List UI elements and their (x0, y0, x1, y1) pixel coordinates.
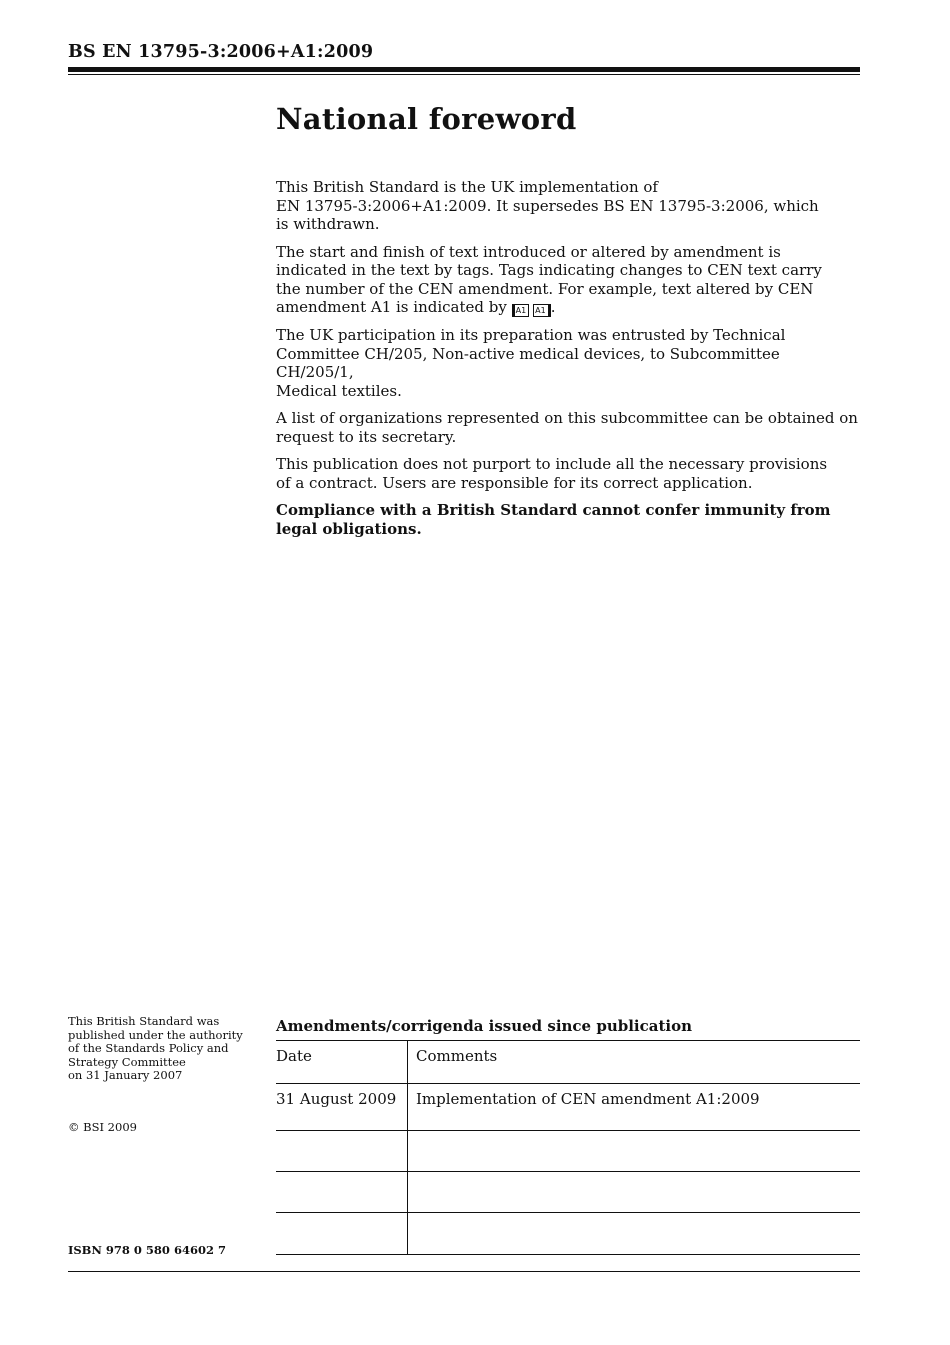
table-row-empty (276, 1172, 860, 1213)
paragraph-organizations (276, 409, 861, 446)
amendment-tag-open-icon: A1 (512, 304, 530, 317)
paragraph-line: EN 13795-3:2006+A1:2009. It supersedes BS EN 13795-3:2006, which (276, 196, 819, 215)
paragraph-line: amendment A1 is indicated by (276, 298, 507, 316)
amendments-title: Amendments/corrigenda issued since publication (276, 1017, 692, 1035)
paragraph-amendment-tags (276, 243, 861, 318)
note-line: on 31 January 2007 (68, 1068, 183, 1083)
header-comments: Comments (408, 1041, 861, 1084)
isbn-number: ISBN 978 0 580 64602 7 (68, 1243, 226, 1257)
note-line: published under the authority (68, 1027, 243, 1042)
paragraph-provisions (276, 455, 861, 492)
paragraph-committee (276, 326, 861, 400)
amendment-tag-close-icon: A1 (533, 304, 551, 317)
cell-date: 31 August 2009 (276, 1084, 408, 1131)
cell-comments-empty (408, 1213, 861, 1255)
paragraph-line: is withdrawn. (276, 215, 380, 233)
paragraph-line: A list of organizations represented on this subcommittee can be obtained on (276, 409, 858, 427)
header-rule-thin (68, 74, 860, 75)
table-header-row (276, 1041, 860, 1084)
paragraph-line: request to its secretary. (276, 427, 457, 446)
cell-comments-empty (408, 1131, 861, 1172)
paragraph-line: Medical textiles. (276, 381, 402, 400)
paragraph-implementation (276, 178, 861, 234)
foreword-body (276, 178, 861, 547)
table-row (276, 1084, 860, 1131)
cell-date-empty (276, 1213, 408, 1255)
cell-date-empty (276, 1172, 408, 1213)
paragraph-line: This British Standard is the UK implementation of (276, 178, 658, 196)
note-line: This British Standard was (68, 1014, 220, 1028)
paragraph-line: legal obligations. (276, 519, 422, 538)
page-title: National foreword (276, 102, 577, 136)
cell-date-empty (276, 1131, 408, 1172)
paragraph-line: of a contract. Users are responsible for its correct application. (276, 473, 753, 492)
amendments-table (276, 1040, 860, 1255)
publication-note (68, 1015, 268, 1083)
note-line: Strategy Committee (68, 1054, 186, 1069)
paragraph-line: indicated in the text by tags. Tags indicating changes to CEN text carry (276, 261, 822, 279)
paragraph-line: This publication does not purport to include all the necessary provisions (276, 455, 828, 473)
copyright-notice: © BSI 2009 (68, 1120, 137, 1134)
paragraph-compliance (276, 501, 861, 538)
header-date: Date (276, 1041, 408, 1084)
paragraph-line: The start and finish of text introduced or altered by amendment is (276, 242, 781, 261)
footer-rule (68, 1271, 860, 1272)
cell-comments-empty (408, 1172, 861, 1213)
cell-comments: Implementation of CEN amendment A1:2009 (408, 1084, 861, 1131)
header-rule-thick (68, 67, 860, 72)
paragraph-line-suffix: . (550, 298, 556, 316)
paragraph-line: Committee CH/205, Non-active medical devices, to Subcommittee CH/205/1, (276, 344, 780, 381)
paragraph-line: Compliance with a British Standard cannot confer immunity from (276, 501, 831, 519)
paragraph-line: The UK participation in its preparation was entrusted by Technical (276, 326, 786, 344)
table-row-empty (276, 1213, 860, 1255)
note-line: of the Standards Policy and (68, 1041, 229, 1056)
paragraph-line: the number of the CEN amendment. For example, text altered by CEN (276, 279, 814, 298)
standard-number-header: BS EN 13795-3:2006+A1:2009 (68, 42, 374, 62)
table-row-empty (276, 1131, 860, 1172)
